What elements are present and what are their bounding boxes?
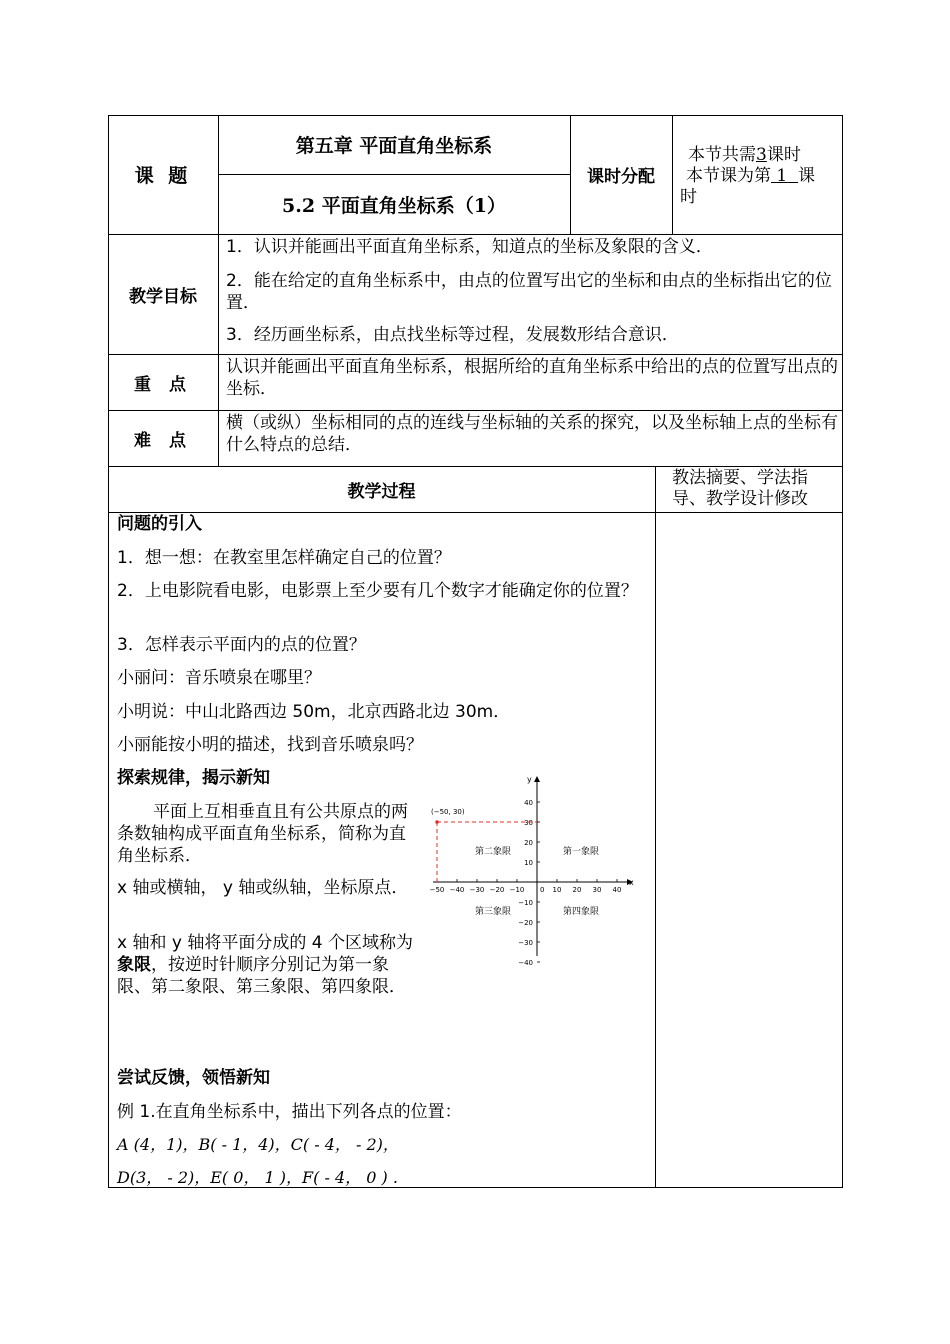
x-tick-label: −40 [449, 886, 465, 894]
objectives-label: 教学目标 [129, 286, 197, 307]
origin-label: 0 [540, 886, 545, 894]
key-point-text: 认识并能画出平面直角坐标系，根据所给的直角坐标系中给出的点的位置写出点的坐标． [226, 357, 838, 399]
intro-item-4: 小丽问：音乐喷泉在哪里？ [117, 668, 321, 688]
section-title: 5.2 平面直角坐标系（1） [282, 194, 506, 217]
intro-item-3: 3．怎样表示平面内的点的位置？ [117, 635, 366, 655]
y-tick-label: 30 [524, 819, 533, 827]
objective-2: 2．能在给定的直角坐标系中，由点的位置写出它的坐标和由点的坐标指出它的位置． [226, 271, 832, 313]
quadrant-3-label: 第三象限 [474, 907, 512, 917]
x-tick-label: 10 [552, 886, 562, 894]
y-tick-label: 10 [524, 859, 533, 867]
objective-3: 3．经历画坐标系，由点找坐标等过程，发展数形结合意识． [226, 325, 679, 345]
quadrant-1-label: 第一象限 [562, 847, 600, 857]
quadrant-4-label: 第四象限 [562, 907, 600, 917]
y-tick-label: −30 [518, 939, 533, 947]
topic-label: 课 题 [134, 165, 192, 187]
side-notes-header: 教法摘要、学法指导、教学设计修改 [672, 468, 808, 509]
example-points-line-2: D(3， - 2)，E( 0， 1 )，F( - 4， 0 ) . [117, 1168, 398, 1187]
x-tick-label: 40 [612, 886, 622, 894]
intro-item-5: 小明说：中山北路西边 50m，北京西路北边 30m． [117, 702, 511, 722]
example-points-line-1: A (4，1)，B( - 1，4)，C( - 4， - 2)， [117, 1135, 399, 1154]
y-axis-label: y [527, 775, 532, 784]
x-axis-label: x [629, 878, 634, 887]
y-tick-label: 20 [524, 839, 533, 847]
objective-1: 1．认识并能画出平面直角坐标系，知道点的坐标及象限的含义． [226, 237, 713, 257]
quadrant-2-label: 第二象限 [474, 847, 512, 857]
coordinate-plane-chart [429, 770, 643, 980]
chapter-title: 第五章 平面直角坐标系 [295, 135, 493, 157]
intro-item-6: 小丽能按小明的描述，找到音乐喷泉吗？ [117, 735, 423, 755]
intro-item-1: 1．想一想：在教室里怎样确定自己的位置？ [117, 548, 451, 568]
x-tick-label: −10 [509, 886, 525, 894]
explore-paragraph-2: x 轴或横轴， y 轴或纵轴，坐标原点． [117, 878, 409, 898]
hours-info: 本节共需3课时 本节课为第 1 课 时 [680, 145, 816, 207]
y-tick-label: −40 [518, 959, 533, 967]
difficulty-text: 横（或纵）坐标相同的点的连线与坐标轴的关系的探究，以及坐标轴上点的坐标有什么特点的总结． [226, 413, 838, 455]
explore-heading: 探索规律，揭示新知 [117, 768, 270, 788]
explore-paragraph-3: x 轴和 y 轴将平面分成的 4 个区域称为象限，按逆时针顺序分别记为第一象限、第二象限、第三象限、第四象限． [117, 933, 413, 997]
intro-heading: 问题的引入 [117, 514, 202, 534]
difficulty-label: 难 点 [134, 430, 192, 451]
process-header: 教学过程 [347, 481, 416, 502]
hours-label: 课时分配 [587, 167, 655, 187]
lesson-plan-table [108, 115, 843, 1188]
example-1-text: 例 1.在直角坐标系中，描出下列各点的位置： [117, 1102, 462, 1122]
x-tick-label: 30 [592, 886, 602, 894]
data-point [435, 820, 439, 824]
key-point-label: 重 点 [134, 374, 192, 395]
x-tick-label: 20 [572, 886, 582, 894]
y-tick-label: 40 [524, 799, 533, 807]
x-tick-label: −20 [489, 886, 505, 894]
intro-item-2: 2．上电影院看电影，电影票上至少要有几个数字才能确定你的位置？ [117, 581, 638, 601]
try-heading: 尝试反馈，领悟新知 [117, 1068, 270, 1088]
x-tick-label: −50 [429, 886, 445, 894]
explore-paragraph-1: 平面上互相垂直且有公共原点的两条数轴构成平面直角坐标系，简称为直角坐标系． [117, 802, 408, 866]
x-tick-label: −30 [469, 886, 485, 894]
y-tick-label: −20 [518, 919, 533, 927]
y-tick-label: −10 [518, 899, 533, 907]
y-axis-arrow [534, 776, 540, 782]
data-point-label: (−50, 30) [431, 808, 465, 816]
